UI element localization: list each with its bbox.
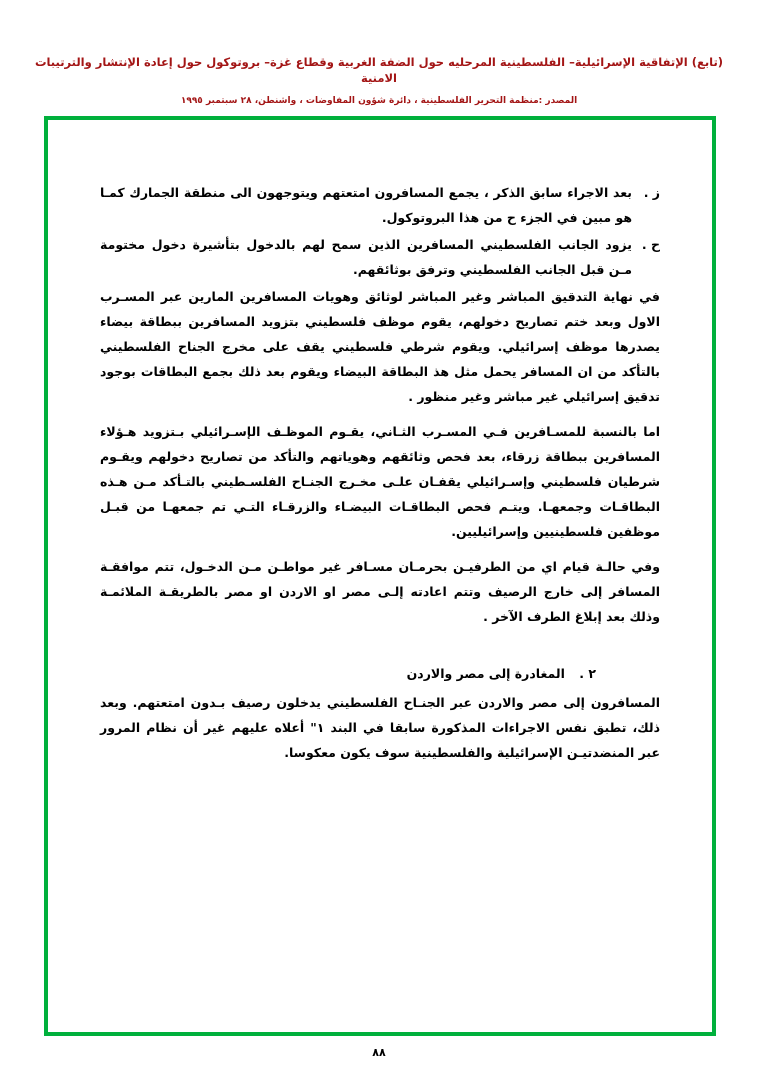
- page-border-frame: [44, 116, 716, 1036]
- spacer: [100, 546, 660, 554]
- list-item-text: بعد الاجراء سابق الذكر ، يجمع المسافرون امتعتهم ويتوجهون الى منطقة الجمارك كمـا هو مبين في الجزء ح من هذا البروتوكول.: [100, 185, 632, 225]
- document-body: [100, 180, 660, 767]
- paragraph: المسافرون إلى مصر والاردن عبر الجنـاح الفلسطيني يدخلون رصيف بـدون امتعتهم. وبعد ذلك، تطبق نفس الاجراءات المذكورة سابقا في البند ١" أعلاه عليهم غير أن نظام المرور عبر المنضدتيـن الإسرائيلية والفلسطينية سوف يكون معكوسا.: [100, 695, 660, 760]
- section-title: المغادرة إلى مصر والاردن: [406, 666, 565, 681]
- header-source: المصدر :منظمة التحرير الفلسطينية ، دائرة شؤون المفاوضات ، واشنطن، ٢٨ سبتمبر ١٩٩٥: [180, 96, 578, 107]
- list-item: [100, 180, 660, 230]
- document-header: [0, 54, 758, 108]
- header-title: (تابع) الإتفاقية الإسرائيلية– الفلسطينية المرحليه حول الضفة الغربية وقطاع غزة– بروتوكول حول إعادة الإنتشار والترتيبات الامنية: [34, 55, 724, 86]
- list-item-text: يزود الجانب الفلسطيني المسافرين الذين سمح لهم بالدخول بتأشيرة دخول مختومة مـن قبل الجانب الفلسطيني وترفق بوثائقهم.: [100, 237, 632, 277]
- spacer: [100, 631, 660, 661]
- list-item-marker: ز .: [643, 185, 660, 200]
- list-item: [100, 232, 660, 282]
- paragraph: اما بالنسبة للمسـافرين فـي المسـرب الثـاني، يقـوم الموظـف الإسـرائيلي بـتزويد هـؤلاء المسافرين ببطاقة زرقاء، بعد فحص وثائقهم وهوياتهم والتأكد من تصاريح دخولهم ويقـوم شرطيان فلسطيني وإسـرائيلي يقفـان علـى مخـرج الجنـاح الفلسـطيني بالتـأكد مـن هـذه البطاقـات وجمعهـا. ويتـم فحص البطاقـات البيضـاء والزرقـاء التـي تم جمعهـا من قبـل موظفين فلسطينيين وإسرائيليين.: [100, 424, 660, 539]
- paragraph: وفي حالـة قيام اي من الطرفيـن بحرمـان مسـافر غير مواطـن مـن الدخـول، تتم موافقـة المسافر إلى خارج الرصيف وتتم اعادته إلـى مصر او الاردن او مصر بالطريقـة الملائمـة وذلك بعد إبلاغ الطرف الآخر .: [100, 559, 660, 624]
- spacer: [100, 411, 660, 419]
- section-number: ٢ .: [579, 666, 596, 681]
- paragraph: في نهاية التدقيق المباشر وغير المباشر لوثائق وهويات المسافرين المارين عبر المسـرب الاول وبعد ختم تصاريح دخولهم، يقوم موظف فلسطيني بتزويد المسافرين ببطاقة بيضاء يصدرها موظف إسرائيلي. ويقوم شرطي فلسطيني يقف على مخرج الجناح الفلسطيني بالتأكد من ان المسافر يحمل مثل هذ البطاقة البيضاء ويقوم بعد ذلك بجمع البطاقات بوجود تدقيق إسرائيلي غير مباشر وغير منظور .: [100, 289, 660, 404]
- section-heading: [100, 661, 660, 686]
- list-item-marker: ح .: [641, 237, 660, 252]
- page-number: ٨٨: [372, 1046, 386, 1059]
